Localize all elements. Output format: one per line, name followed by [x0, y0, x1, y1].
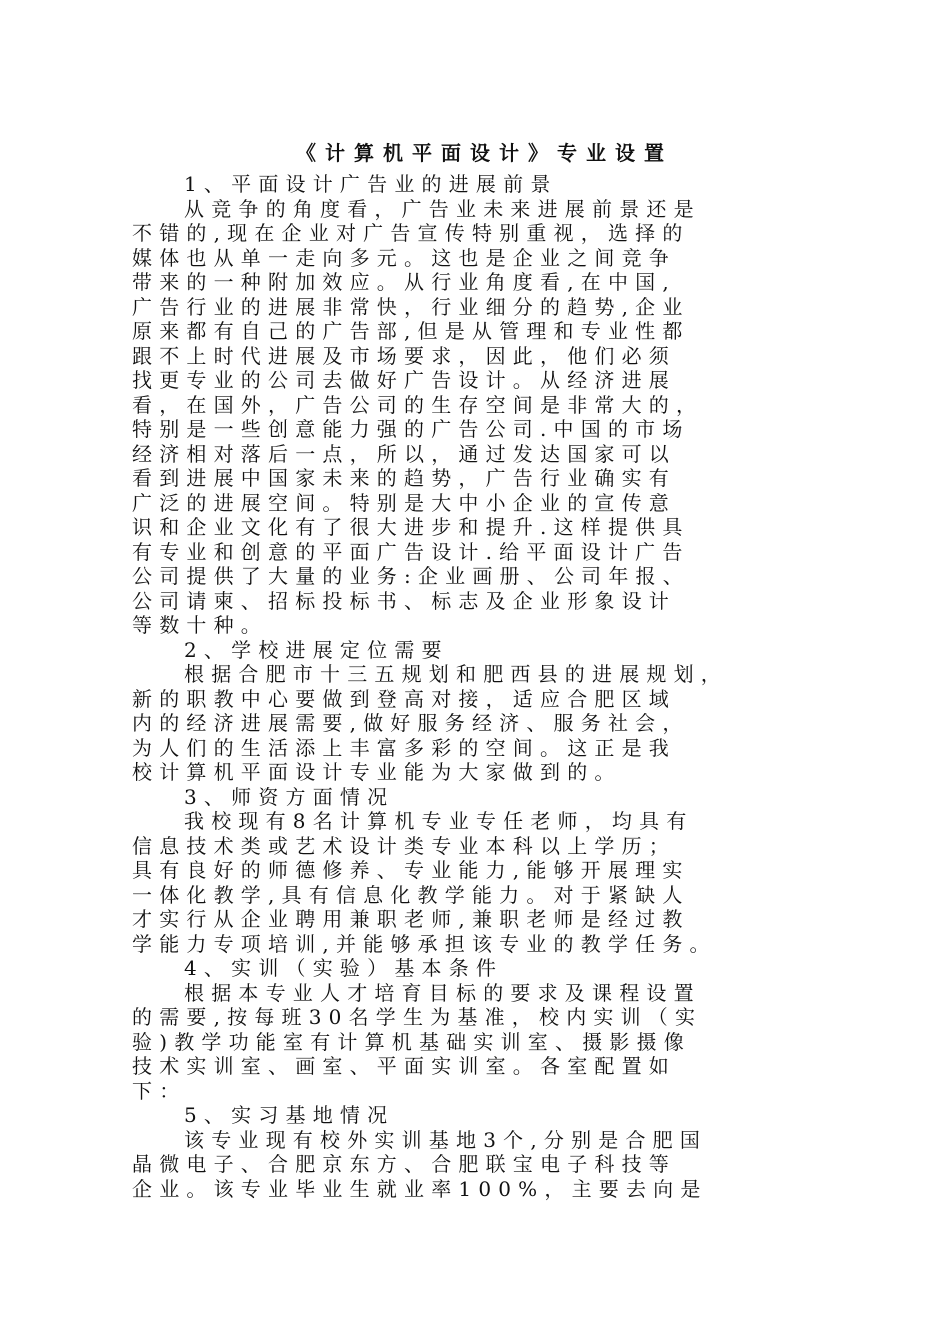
paragraph-line: 原来都有自己的广告部,但是从管理和专业性都 — [132, 319, 690, 343]
paragraph-line: 看到进展中国家未来的趋势，广告行业确实有 — [132, 466, 676, 490]
paragraph-line: 不错的,现在企业对广告宣传特别重视，选择的 — [132, 221, 690, 245]
paragraph-line: 媒体也从单一走向多元。这也是企业之间竞争 — [132, 245, 676, 270]
paragraph-line: 经济相对落后一点，所以，通过发达国家可以 — [132, 441, 676, 466]
paragraph-line: 该专业现有校外实训基地3个,分别是合肥国 — [184, 1127, 708, 1152]
paragraph-line: 的需要,按每班30名学生为基准，校内实训（实 — [132, 1005, 703, 1029]
paragraph-line: 内的经济进展需要,做好服务经济、服务社会， — [132, 711, 690, 735]
paragraph-line: 从竞争的角度看，广告业未来进展前景还是 — [184, 196, 701, 221]
paragraph-line: 信息技术类或艺术设计类专业本科以上学历； — [132, 833, 676, 858]
paragraph-line: 找更专业的公司去做好广告设计。从经济进展 — [132, 368, 676, 392]
section-heading: 4、实训（实验）基本条件 — [184, 956, 504, 980]
document-title: 《计算机平面设计》专业设置 — [296, 141, 673, 165]
paragraph-line: 一体化教学,具有信息化教学能力。对于紧缺人 — [132, 882, 690, 907]
paragraph-line: 晶微电子、合肥京东方、合肥联宝电子科技等 — [132, 1152, 676, 1176]
paragraph-line: 看，在国外，广告公司的生存空间是非常大的， — [132, 392, 704, 417]
paragraph-line: 特别是一些创意能力强的广告公司.中国的市场 — [132, 417, 690, 441]
paragraph-line: 校计算机平面设计专业能为大家做到的。 — [132, 760, 622, 784]
paragraph-line: 才实行从企业聘用兼职老师,兼职老师是经过教 — [132, 907, 690, 931]
paragraph-line: 具有良好的师德修养、专业能力,能够开展理实 — [132, 858, 690, 882]
paragraph-line: 广告行业的进展非常快，行业细分的趋势,企业 — [132, 294, 690, 319]
paragraph-line: 广泛的进展空间。特别是大中小企业的宣传意 — [132, 490, 676, 515]
paragraph-line: 技术实训室、画室、平面实训室。各室配置如 — [132, 1054, 676, 1078]
paragraph-line: 新的职教中心要做到登高对接，适应合肥区域 — [132, 686, 676, 711]
paragraph-line: 我校现有8名计算机专业专任老师，均具有 — [184, 809, 694, 833]
section-heading: 2、学校进展定位需要 — [184, 637, 449, 662]
paragraph-line: 根据合肥市十三五规划和肥西县的进展规划， — [184, 662, 728, 686]
paragraph-line: 企业。该专业毕业生就业率100%，主要去向是 — [132, 1176, 708, 1201]
paragraph-line: 下： — [132, 1078, 187, 1103]
section-heading: 3、师资方面情况 — [184, 784, 395, 809]
paragraph-line: 等数十种。 — [132, 613, 268, 637]
paragraph-line: 公司提供了大量的业务:企业画册、公司年报、 — [132, 564, 690, 588]
paragraph-line: 识和企业文化有了很大进步和提升.这样提供具 — [132, 515, 690, 539]
paragraph-line: 有专业和创意的平面广告设计.给平面设计广告 — [132, 539, 690, 564]
paragraph-line: 公司请柬、招标投标书、标志及企业形象设计 — [132, 588, 676, 613]
paragraph-line: 学能力专项培训,并能够承担该专业的教学任务。 — [132, 931, 717, 956]
document-body — [132, 172, 837, 1201]
paragraph-line: 为人们的生活添上丰富多彩的空间。这正是我 — [132, 735, 676, 760]
paragraph-line: 带来的一种附加效应。从行业角度看,在中国, — [132, 270, 676, 294]
paragraph-line: 验)教学功能室有计算机基础实训室、摄影摄像 — [132, 1029, 692, 1054]
paragraph-line: 根据本专业人才培育目标的要求及课程设置 — [184, 980, 701, 1005]
section-heading: 5、实习基地情况 — [184, 1103, 395, 1127]
document-page — [132, 138, 837, 1201]
paragraph-line: 跟不上时代进展及市场要求，因此，他们必须 — [132, 343, 676, 368]
section-heading: 1、平面设计广告业的进展前景 — [184, 172, 558, 196]
